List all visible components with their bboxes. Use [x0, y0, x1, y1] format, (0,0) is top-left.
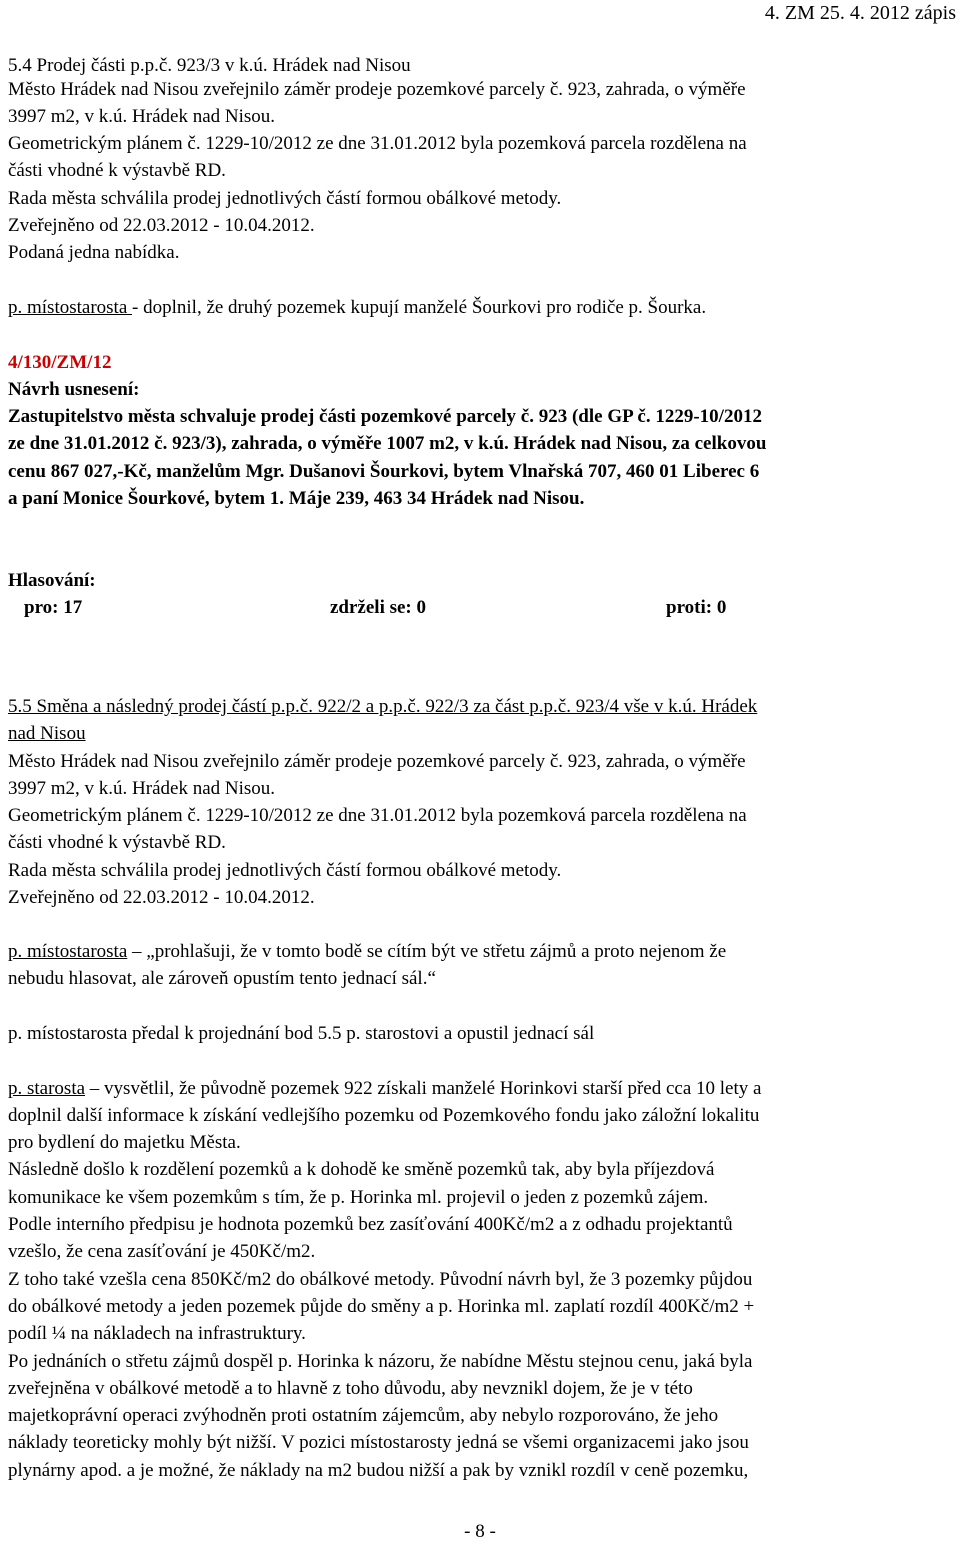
- section-5-4-title: 5.4 Prodej části p.p.č. 923/3 v k.ú. Hrádek nad Nisou: [8, 55, 411, 76]
- body-line: vzešlo, že cena zasíťování je 450Kč/m2.: [8, 1241, 316, 1262]
- body-line: Z toho také vzešla cena 850Kč/m2 do obálkové metody. Původní návrh byl, že 3 pozemky půjdou: [8, 1269, 753, 1290]
- vote-abstain: zdrželi se: 0: [330, 597, 427, 618]
- body-line: majetkoprávní operaci zvýhodněn proti ostatním zájemcům, aby nebylo rozporováno, že jeho: [8, 1405, 719, 1426]
- body-line: náklady teoreticky mohly být nižší. V pozici místostarosty jedná se všemi organizacemi jako jsou: [8, 1432, 749, 1453]
- body-line: do obálkové metody a jeden pozemek půjde do směny a p. Horinka ml. zaplatí rozdíl 400Kč/m2 +: [8, 1296, 755, 1317]
- speaker-name: p. místostarosta: [8, 297, 133, 318]
- vote-for: pro: 17: [24, 597, 83, 618]
- body-line: Podle interního předpisu je hodnota pozemků bez zasíťování 400Kč/m2 a z odhadu projektantů: [8, 1214, 733, 1235]
- section-5-5-title: 5.5 Směna a následný prodej částí p.p.č. 922/2 a p.p.č. 922/3 za část p.p.č. 923/4 vše v k.ú. Hrádek: [8, 696, 758, 717]
- s55-line: 3997 m2, v k.ú. Hrádek nad Nisou.: [8, 778, 276, 799]
- s54-line: Podaná jedna nabídka.: [8, 242, 180, 263]
- s55-speaker2-note: [8, 1077, 761, 1101]
- speaker-text: – „prohlašuji, že v tomto bodě se cítím být ve střetu zájmů a proto nejenom že: [127, 941, 727, 962]
- resolution-id: 4/130/ZM/12: [8, 352, 112, 373]
- s55-line: Město Hrádek nad Nisou zveřejnilo záměr prodeje pozemkové parcely č. 923, zahrada, o výměře: [8, 751, 746, 772]
- s55-line: Rada města schválila prodej jednotlivých částí formou obálkové metody.: [8, 860, 562, 881]
- body-line: Následně došlo k rozdělení pozemků a k dohodě ke směně pozemků tak, aby byla příjezdová: [8, 1159, 715, 1180]
- s55-handover: p. místostarosta předal k projednání bod 5.5 p. starostovi a opustil jednací sál: [8, 1023, 595, 1044]
- s55-line: Zveřejněno od 22.03.2012 - 10.04.2012.: [8, 887, 315, 908]
- s55-line: Geometrickým plánem č. 1229-10/2012 ze dne 31.01.2012 byla pozemková parcela rozdělena na: [8, 805, 747, 826]
- body-line: komunikace ke všem pozemkům s tím, že p. Horinka ml. projevil o jeden z pozemků zájem.: [8, 1187, 709, 1208]
- proposal-label: Návrh usnesení:: [8, 379, 140, 400]
- resolution-line: cenu 867 027,-Kč, manželům Mgr. Dušanovi Šourkovi, bytem Vlnařská 707, 460 01 Liberec 6: [8, 461, 760, 482]
- s54-line: Město Hrádek nad Nisou zveřejnilo záměr prodeje pozemkové parcely č. 923, zahrada, o výměře: [8, 79, 746, 100]
- s54-line: Zveřejněno od 22.03.2012 - 10.04.2012.: [8, 215, 315, 236]
- body-line: pro bydlení do majetku Města.: [8, 1132, 241, 1153]
- body-line: podíl ¼ na nákladech na infrastruktury.: [8, 1323, 306, 1344]
- page-header: 4. ZM 25. 4. 2012 zápis: [764, 2, 956, 24]
- s55-line: části vhodné k výstavbě RD.: [8, 832, 226, 853]
- s54-line: části vhodné k výstavbě RD.: [8, 160, 226, 181]
- s54-line: 3997 m2, v k.ú. Hrádek nad Nisou.: [8, 106, 276, 127]
- s55-speaker1-note: [8, 940, 726, 964]
- vote-against: proti: 0: [666, 597, 727, 618]
- speaker-name: p. místostarosta: [8, 941, 128, 962]
- resolution-line: ze dne 31.01.2012 č. 923/3), zahrada, o výměře 1007 m2, v k.ú. Hrádek nad Nisou, za celkovou: [8, 433, 767, 454]
- speaker-text: - doplnil, že druhý pozemek kupují manželé Šourkovi pro rodiče p. Šourka.: [132, 297, 707, 318]
- resolution-line: Zastupitelstvo města schvaluje prodej části pozemkové parcely č. 923 (dle GP č. 1229-10/2012: [8, 406, 762, 427]
- s54-line: Rada města schválila prodej jednotlivých částí formou obálkové metody.: [8, 188, 562, 209]
- s55-speaker1-cont: nebudu hlasovat, ale zároveň opustím tento jednací sál.“: [8, 968, 436, 989]
- resolution-line: a paní Monice Šourkové, bytem 1. Máje 239, 463 34 Hrádek nad Nisou.: [8, 488, 585, 509]
- body-line: Po jednáních o střetu zájmů dospěl p. Horinka k názoru, že nabídne Městu stejnou cenu, jaká byla: [8, 1351, 753, 1372]
- speaker-name: p. starosta: [8, 1078, 86, 1099]
- section-5-5-title-cont: nad Nisou: [8, 723, 86, 744]
- voting-label: Hlasování:: [8, 570, 96, 591]
- body-line: doplnil další informace k získání vedlejšího pozemku od Pozemkového fondu jako záložní lokalitu: [8, 1105, 760, 1126]
- speaker-text: – vysvětlil, že původně pozemek 922 získali manželé Horinkovi starší před cca 10 lety a: [85, 1078, 762, 1099]
- page-number: - 8 -: [464, 1521, 496, 1542]
- body-line: plynárny apod. a je možné, že náklady na m2 budou nižší a pak by vznikl rozdíl v ceně pozemku,: [8, 1460, 749, 1481]
- s54-speaker-note: [8, 296, 706, 320]
- s54-line: Geometrickým plánem č. 1229-10/2012 ze dne 31.01.2012 byla pozemková parcela rozdělena na: [8, 133, 747, 154]
- body-line: zveřejněna v obálkové metodě a to hlavně z toho důvodu, aby nevznikl dojem, že je v této: [8, 1378, 693, 1399]
